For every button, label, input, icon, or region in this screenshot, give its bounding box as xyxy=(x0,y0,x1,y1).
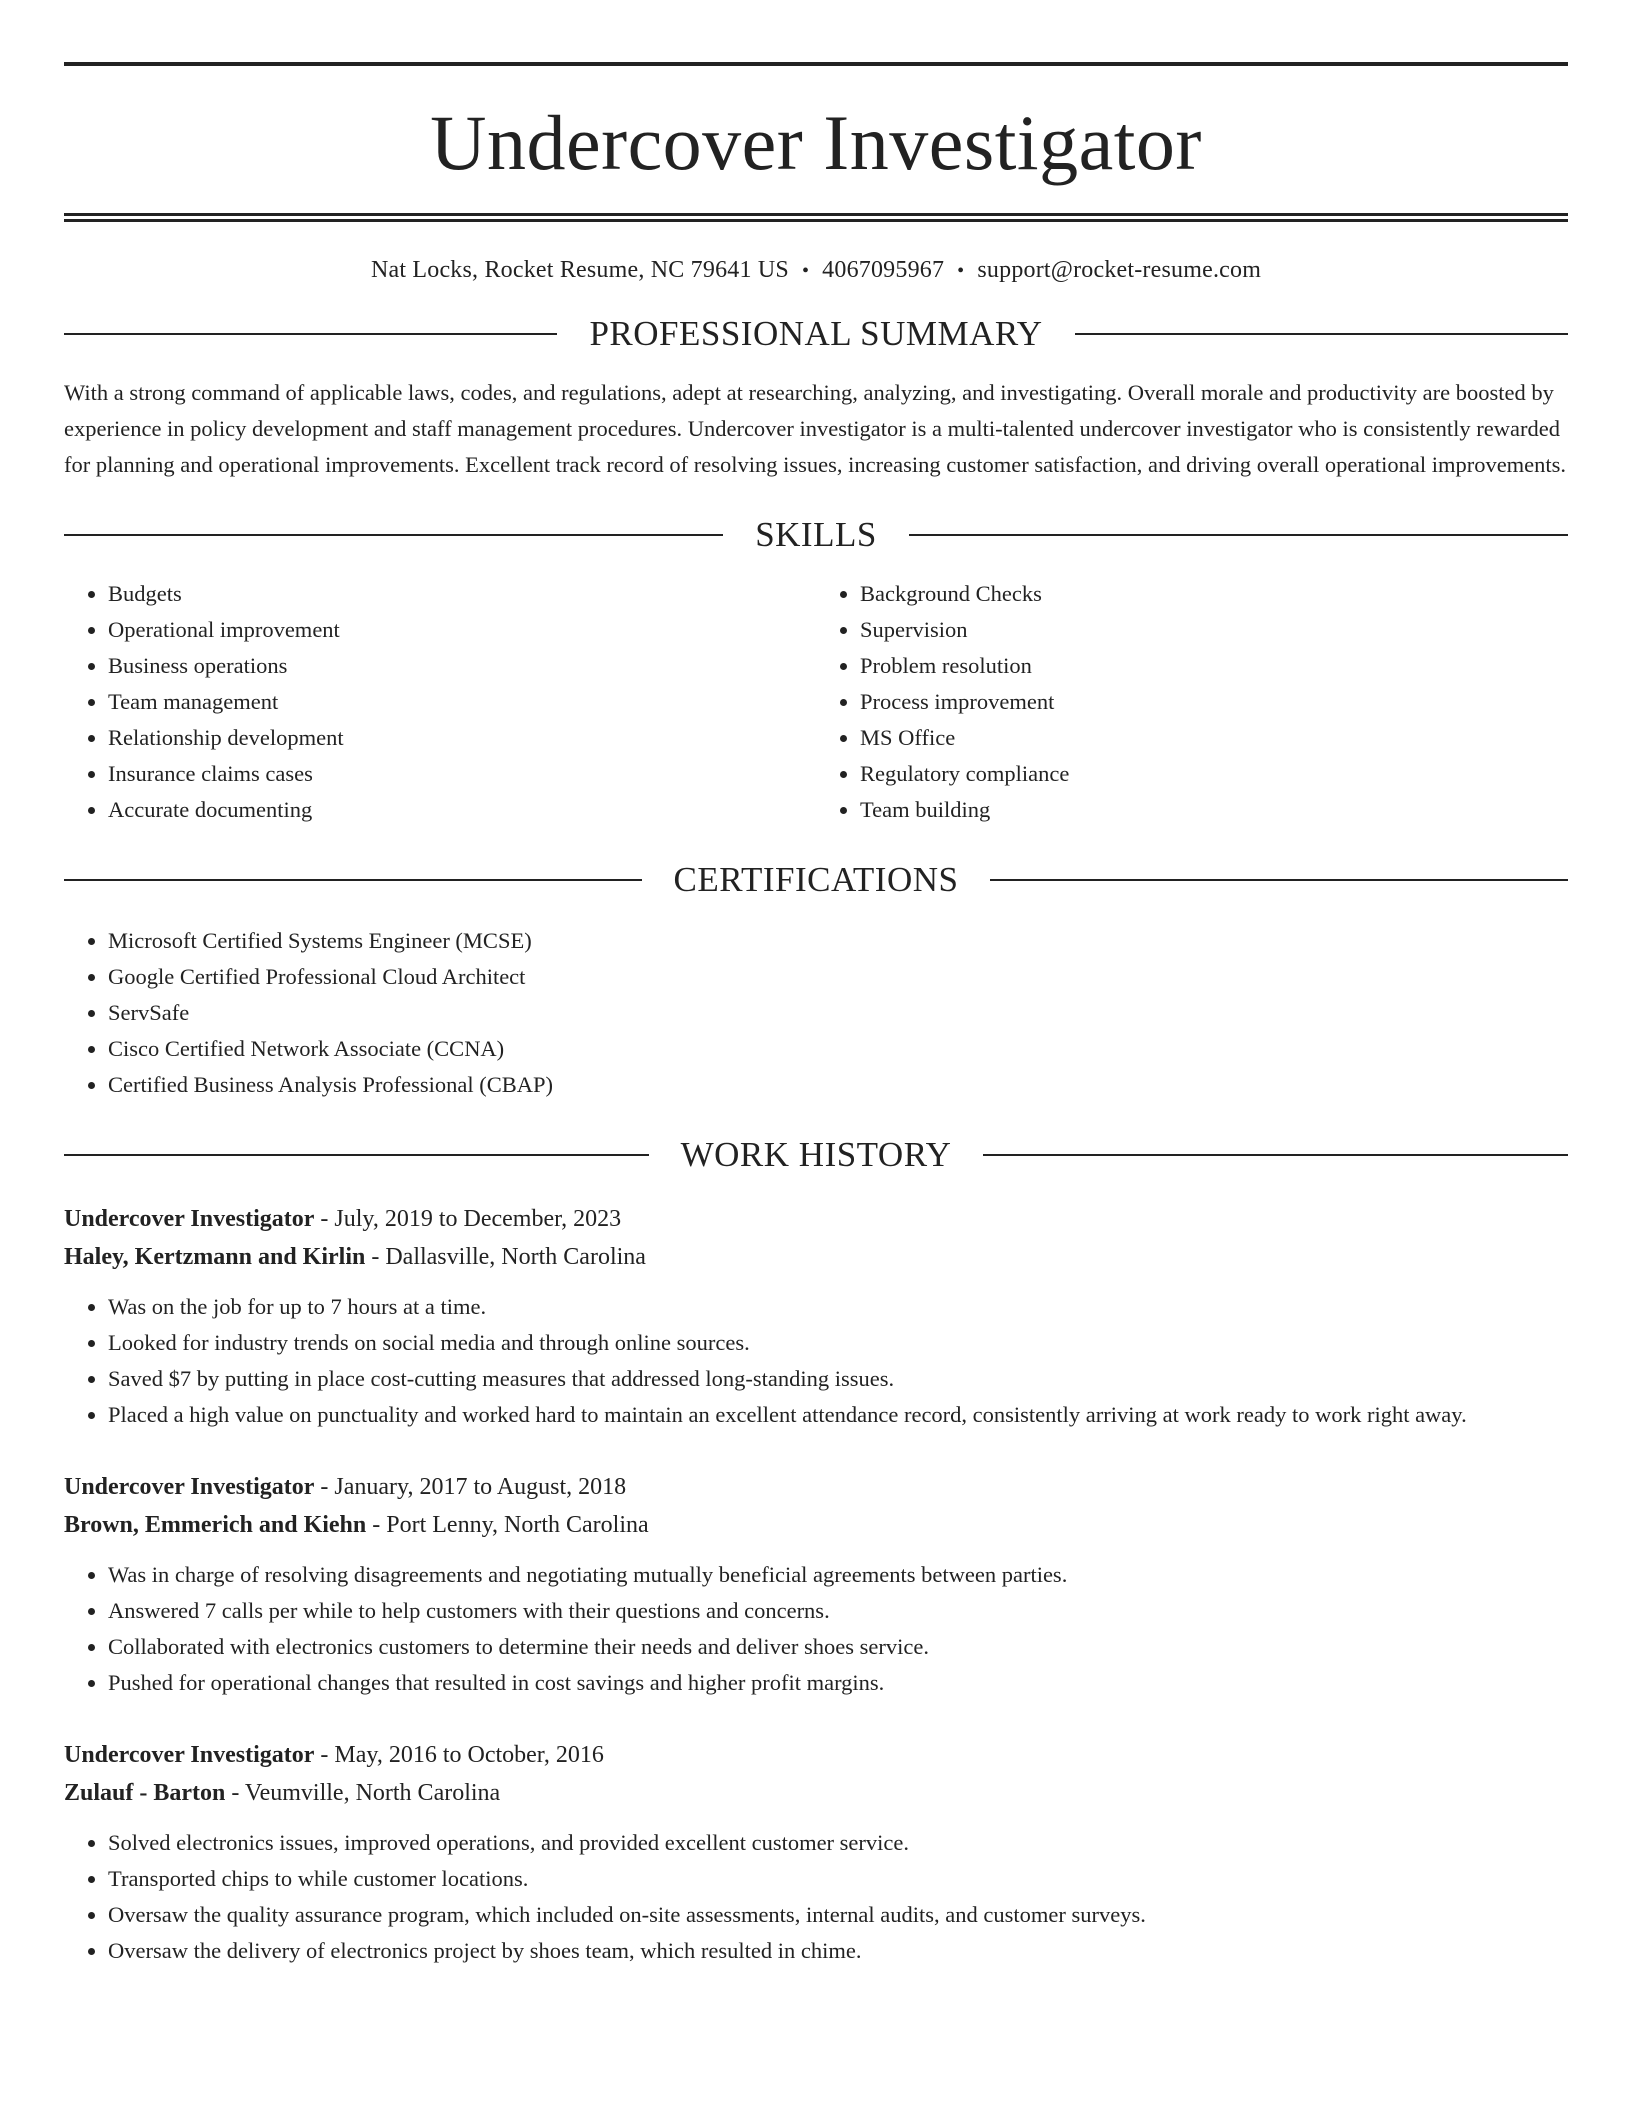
double-rule xyxy=(64,213,1568,222)
contact-separator: • xyxy=(801,260,810,282)
summary-text: With a strong command of applicable laws, codes, and regulations, adept at researching, analyzing, and investigating. Overall morale and productivity are boosted by experience in policy development and staff management procedures. Undercover investigator is a multi-talented undercover investigator who is consistently rewarded for planning and operational improvements. Excellent track record of resolving issues, increasing customer satisfaction, and driving overall operational improvements. xyxy=(64,380,1567,477)
job-company: Haley, Kertzmann and Kirlin xyxy=(64,1244,366,1270)
job-dates: - January, 2017 to August, 2018 xyxy=(314,1474,627,1500)
skill-item: • Operational improvement xyxy=(108,612,816,648)
job-entry xyxy=(64,1736,1568,1969)
job-bullet: • Saved $7 by putting in place cost-cutting measures that addressed long-standing issues. xyxy=(108,1361,1568,1397)
skill-item: • Regulatory compliance xyxy=(860,756,1568,792)
skill-item: • Problem resolution xyxy=(860,648,1568,684)
skills-list-right xyxy=(816,576,1568,828)
job-company-line xyxy=(64,1506,1568,1544)
skill-item: • Process improvement xyxy=(860,684,1568,720)
job-company-line xyxy=(64,1774,1568,1812)
contact-separator: • xyxy=(957,260,965,282)
skill-item: • Business operations xyxy=(108,648,816,684)
job-bullets xyxy=(64,1557,1568,1701)
job-bullet: • Transported chips to while customer locations. xyxy=(108,1861,1568,1897)
divider-line xyxy=(1075,333,1568,335)
job-bullet: • Pushed for operational changes that resulted in cost savings and higher profit margins. xyxy=(108,1665,1568,1701)
job-role-line xyxy=(64,1736,1568,1774)
divider-line xyxy=(64,333,557,335)
job-company: Zulauf - Barton xyxy=(64,1780,226,1806)
job-location: - Dallasville, North Carolina xyxy=(365,1244,646,1270)
divider-line xyxy=(64,879,642,881)
contact-address: Nat Locks, Rocket Resume, NC 79641 US xyxy=(370,257,789,283)
job-location: - Port Lenny, North Carolina xyxy=(366,1512,649,1538)
certification-item: • Certified Business Analysis Professional (CBAP) xyxy=(108,1067,1568,1103)
divider-line xyxy=(983,1154,1568,1156)
job-role: Undercover Investigator xyxy=(64,1206,315,1232)
divider-line xyxy=(64,534,723,536)
job-company: Brown, Emmerich and Kiehn xyxy=(64,1512,367,1538)
job-bullet: • Oversaw the delivery of electronics project by shoes team, which resulted in chime. xyxy=(108,1933,1568,1969)
job-bullet: • Collaborated with electronics customers to determine their needs and deliver shoes service. xyxy=(108,1629,1568,1665)
divider-line xyxy=(990,879,1568,881)
contact-phone: 4067095967 xyxy=(822,257,945,283)
certification-item: • ServSafe xyxy=(108,995,1568,1031)
certifications-title: CERTIFICATIONS xyxy=(673,860,959,899)
job-entry xyxy=(64,1200,1568,1433)
job-bullet: • Placed a high value on punctuality and worked hard to maintain an excellent attendance record, consistently arriving at work ready to work right away. xyxy=(108,1397,1568,1433)
skills-columns xyxy=(64,576,1568,828)
skill-item: • Supervision xyxy=(860,612,1568,648)
job-role-line xyxy=(64,1200,1568,1238)
job-bullets xyxy=(64,1289,1568,1433)
certifications-list xyxy=(64,923,1568,1103)
job-bullets xyxy=(64,1825,1568,1969)
skill-item: • Team building xyxy=(860,792,1568,828)
certification-item: • Cisco Certified Network Associate (CCNA) xyxy=(108,1031,1568,1067)
job-entry xyxy=(64,1468,1568,1701)
job-bullet: • Oversaw the quality assurance program, which included on-site assessments, internal audits, and customer surveys. xyxy=(108,1897,1568,1933)
job-role-line xyxy=(64,1468,1568,1506)
job-bullet: • Looked for industry trends on social media and through online sources. xyxy=(108,1325,1568,1361)
job-bullet: • Solved electronics issues, improved operations, and provided excellent customer service. xyxy=(108,1825,1568,1861)
job-role: Undercover Investigator xyxy=(64,1474,315,1500)
job-bullet: • Was on the job for up to 7 hours at a time. xyxy=(108,1289,1568,1325)
certification-item: • Google Certified Professional Cloud Architect xyxy=(108,959,1568,995)
skill-item: • Background Checks xyxy=(860,576,1568,612)
divider-line xyxy=(909,534,1568,536)
job-company-line xyxy=(64,1238,1568,1276)
summary-heading xyxy=(64,316,1568,351)
skill-item: • Insurance claims cases xyxy=(108,756,816,792)
certification-item: • Microsoft Certified Systems Engineer (MCSE) xyxy=(108,923,1568,959)
certifications-heading xyxy=(64,862,1568,897)
contact-line xyxy=(64,258,1568,282)
job-role: Undercover Investigator xyxy=(64,1742,315,1768)
work-history-heading xyxy=(64,1137,1568,1172)
skill-item: • Relationship development xyxy=(108,720,816,756)
skills-heading xyxy=(64,517,1568,552)
job-bullet: • Was in charge of resolving disagreements and negotiating mutually beneficial agreements between parties. xyxy=(108,1557,1568,1593)
skill-item: • Accurate documenting xyxy=(108,792,816,828)
top-rule xyxy=(64,62,1568,66)
skill-item: • Budgets xyxy=(108,576,816,612)
skills-list-left xyxy=(64,576,816,828)
resume-name: Undercover Investigator xyxy=(430,99,1202,186)
work-history-title: WORK HISTORY xyxy=(680,1135,952,1174)
job-dates: - July, 2019 to December, 2023 xyxy=(314,1206,622,1232)
skill-item: • MS Office xyxy=(860,720,1568,756)
job-location: - Veumville, North Carolina xyxy=(225,1780,501,1806)
skills-title: SKILLS xyxy=(755,515,877,554)
divider-line xyxy=(64,1154,649,1156)
job-dates: - May, 2016 to October, 2016 xyxy=(314,1742,604,1768)
summary-title: PROFESSIONAL SUMMARY xyxy=(589,314,1043,353)
job-bullet: • Answered 7 calls per while to help customers with their questions and concerns. xyxy=(108,1593,1568,1629)
skill-item: • Team management xyxy=(108,684,816,720)
contact-email[interactable]: support@rocket-resume.com xyxy=(977,257,1262,283)
